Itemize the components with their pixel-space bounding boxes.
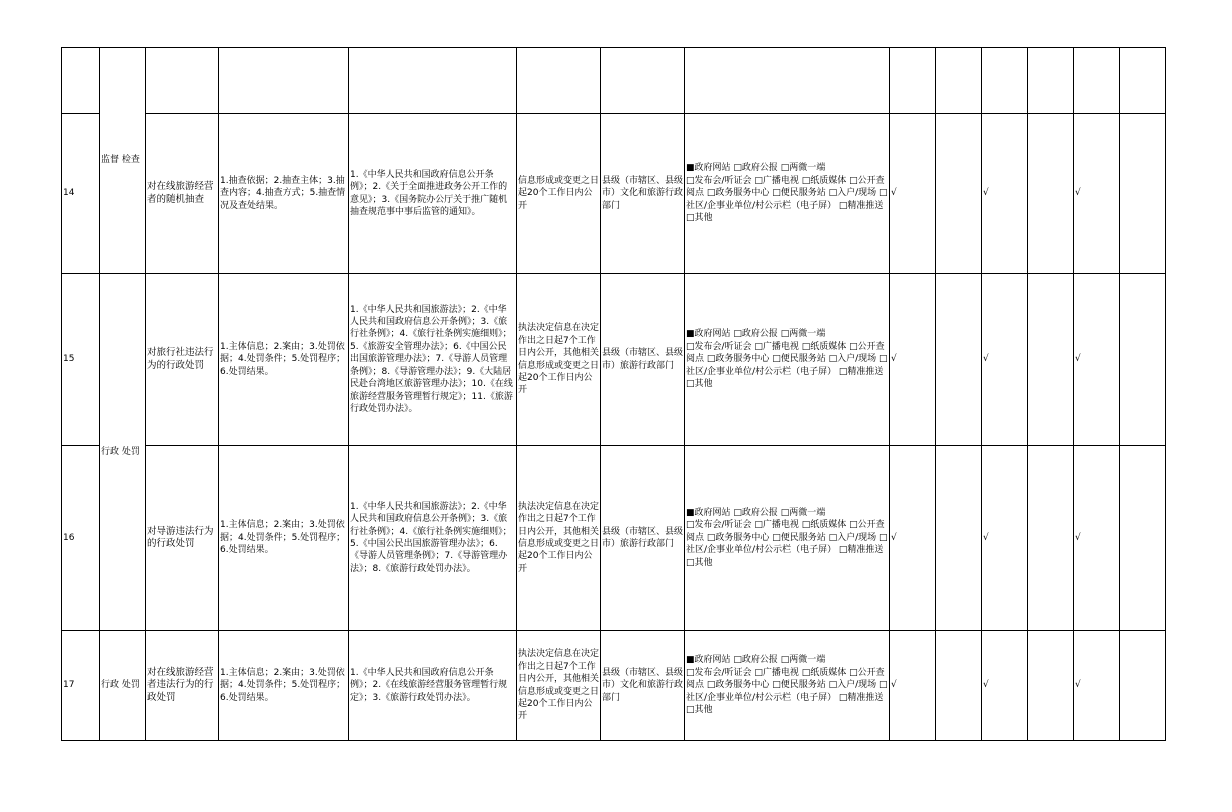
basis-cell: 1.《中华人民共和国旅游法》；2.《中华人民共和国政府信息公开条例》；3.《旅行社条例》；4.《旅行社条例实施细则》；5.《中国公民出国旅游管理办法》；6.《导游人员管理条例》；7.《导游管理办法》；8.《旅游行政处罚办法》。 xyxy=(349,446,517,631)
check-mark: √ xyxy=(890,446,936,631)
channels-cell: ■政府网站 □政府公报 □两微一端 □发布会/听证会 □广播电视 □纸质媒体 □公开查阅点 □政务服务中心 □便民服务站 □入户/现场 □社区/企事业单位/村公示栏（电子屏） □精准推送 □其他 xyxy=(685,631,890,741)
header-cell xyxy=(219,48,349,114)
table-row xyxy=(62,274,1166,446)
check-mark: √ xyxy=(1074,631,1120,741)
check-mark: √ xyxy=(890,631,936,741)
item-cell: 对在线旅游经营者违法行为的行政处罚 xyxy=(146,631,219,741)
empty-cell xyxy=(1028,114,1074,274)
check-mark: √ xyxy=(1074,114,1120,274)
time-cell: 执法决定信息在决定作出之日起7个工作日内公开，其他相关信息形成或变更之日起20个工作日内公开 xyxy=(517,446,601,631)
header-row-blank xyxy=(62,48,1166,114)
table-row xyxy=(62,446,1166,631)
header-cell xyxy=(517,48,601,114)
empty-cell xyxy=(1120,274,1166,446)
empty-cell xyxy=(1120,114,1166,274)
header-cell xyxy=(982,48,1028,114)
time-cell: 执法决定信息在决定作出之日起7个工作日内公开，其他相关信息形成或变更之日起20个工作日内公开 xyxy=(517,274,601,446)
header-cell xyxy=(1074,48,1120,114)
empty-cell xyxy=(1120,446,1166,631)
channels-cell: ■政府网站 □政府公报 □两微一端 □发布会/听证会 □广播电视 □纸质媒体 □公开查阅点 □政务服务中心 □便民服务站 □入户/现场 □社区/企事业单位/村公示栏（电子屏） □精准推送 □其他 xyxy=(685,114,890,274)
subject-cell: 县级（市辖区、县级市）旅游行政部门 xyxy=(601,274,685,446)
basis-cell: 1.《中华人民共和国政府信息公开条例》；2.《关于全面推进政务公开工作的意见》；3.《国务院办公厅关于推广随机抽查规范事中事后监管的通知》。 xyxy=(349,114,517,274)
subject-cell: 县级（市辖区、县级市）旅游行政部门 xyxy=(601,446,685,631)
content-cell: 1.主体信息；2.案由；3.处罚依据；4.处罚条件；5.处罚程序；6.处罚结果。 xyxy=(219,446,349,631)
time-cell: 信息形成或变更之日起20个工作日内公开 xyxy=(517,114,601,274)
header-cell xyxy=(1120,48,1166,114)
empty-cell xyxy=(1120,631,1166,741)
table-row xyxy=(62,114,1166,274)
subject-cell: 县级（市辖区、县级市）文化和旅游行政部门 xyxy=(601,631,685,741)
category-cell: 行政 处罚 xyxy=(100,274,146,631)
item-cell: 对旅行社违法行为的行政处罚 xyxy=(146,274,219,446)
header-cell xyxy=(936,48,982,114)
basis-cell: 1.《中华人民共和国政府信息公开条例》；2.《在线旅游经营服务管理暂行规定》；3.《旅游行政处罚办法》。 xyxy=(349,631,517,741)
header-cell xyxy=(146,48,219,114)
content-cell: 1.主体信息；2.案由；3.处罚依据；4.处罚条件；5.处罚程序；6.处罚结果。 xyxy=(219,274,349,446)
table-row xyxy=(62,631,1166,741)
empty-cell xyxy=(1028,274,1074,446)
check-mark: √ xyxy=(1074,274,1120,446)
check-mark: √ xyxy=(1074,446,1120,631)
time-cell: 执法决定信息在决定作出之日起7个工作日内公开，其他相关信息形成或变更之日起20个工作日内公开 xyxy=(517,631,601,741)
check-mark: √ xyxy=(890,274,936,446)
row-number: 16 xyxy=(62,446,100,631)
item-cell: 对导游违法行为的行政处罚 xyxy=(146,446,219,631)
empty-cell xyxy=(936,446,982,631)
check-mark: √ xyxy=(982,446,1028,631)
content-cell: 1.主体信息；2.案由；3.处罚依据；4.处罚条件；5.处罚程序；6.处罚结果。 xyxy=(219,631,349,741)
header-cell xyxy=(890,48,936,114)
header-cell xyxy=(601,48,685,114)
check-mark: √ xyxy=(982,114,1028,274)
empty-cell xyxy=(936,274,982,446)
row-number: 17 xyxy=(62,631,100,741)
header-cell xyxy=(349,48,517,114)
channels-cell: ■政府网站 □政府公报 □两微一端 □发布会/听证会 □广播电视 □纸质媒体 □公开查阅点 □政务服务中心 □便民服务站 □入户/现场 □社区/企事业单位/村公示栏（电子屏） □精准推送 □其他 xyxy=(685,446,890,631)
row-number: 15 xyxy=(62,274,100,446)
empty-cell xyxy=(1028,446,1074,631)
row-number: 14 xyxy=(62,114,100,274)
content-cell: 1.抽查依据；2.抽查主体；3.抽查内容；4.抽查方式；5.抽查情况及查处结果。 xyxy=(219,114,349,274)
channels-cell: ■政府网站 □政府公报 □两微一端 □发布会/听证会 □广播电视 □纸质媒体 □公开查阅点 □政务服务中心 □便民服务站 □入户/现场 □社区/企事业单位/村公示栏（电子屏） □精准推送 □其他 xyxy=(685,274,890,446)
check-mark: √ xyxy=(982,274,1028,446)
empty-cell xyxy=(1028,631,1074,741)
header-cell xyxy=(1028,48,1074,114)
category-cell: 监督 检查 xyxy=(100,48,146,274)
check-mark: √ xyxy=(982,631,1028,741)
empty-cell xyxy=(936,114,982,274)
item-cell: 对在线旅游经营者的随机抽查 xyxy=(146,114,219,274)
empty-cell xyxy=(936,631,982,741)
category-cell: 行政 处罚 xyxy=(100,631,146,741)
subject-cell: 县级（市辖区、县级市）文化和旅游行政部门 xyxy=(601,114,685,274)
header-cell xyxy=(62,48,100,114)
check-mark: √ xyxy=(890,114,936,274)
disclosure-table xyxy=(61,47,1166,741)
basis-cell: 1.《中华人民共和国旅游法》；2.《中华人民共和国政府信息公开条例》；3.《旅行社条例》；4.《旅行社条例实施细则》；5.《旅游安全管理办法》；6.《中国公民出国旅游管理办法》；7.《导游人员管理条例》；8.《导游管理办法》；9.《大陆居民赴台湾地区旅游管理办法》；10.《在线旅游经营服务管理暂行规定》；11.《旅游行政处罚办法》。 xyxy=(349,274,517,446)
header-cell xyxy=(685,48,890,114)
